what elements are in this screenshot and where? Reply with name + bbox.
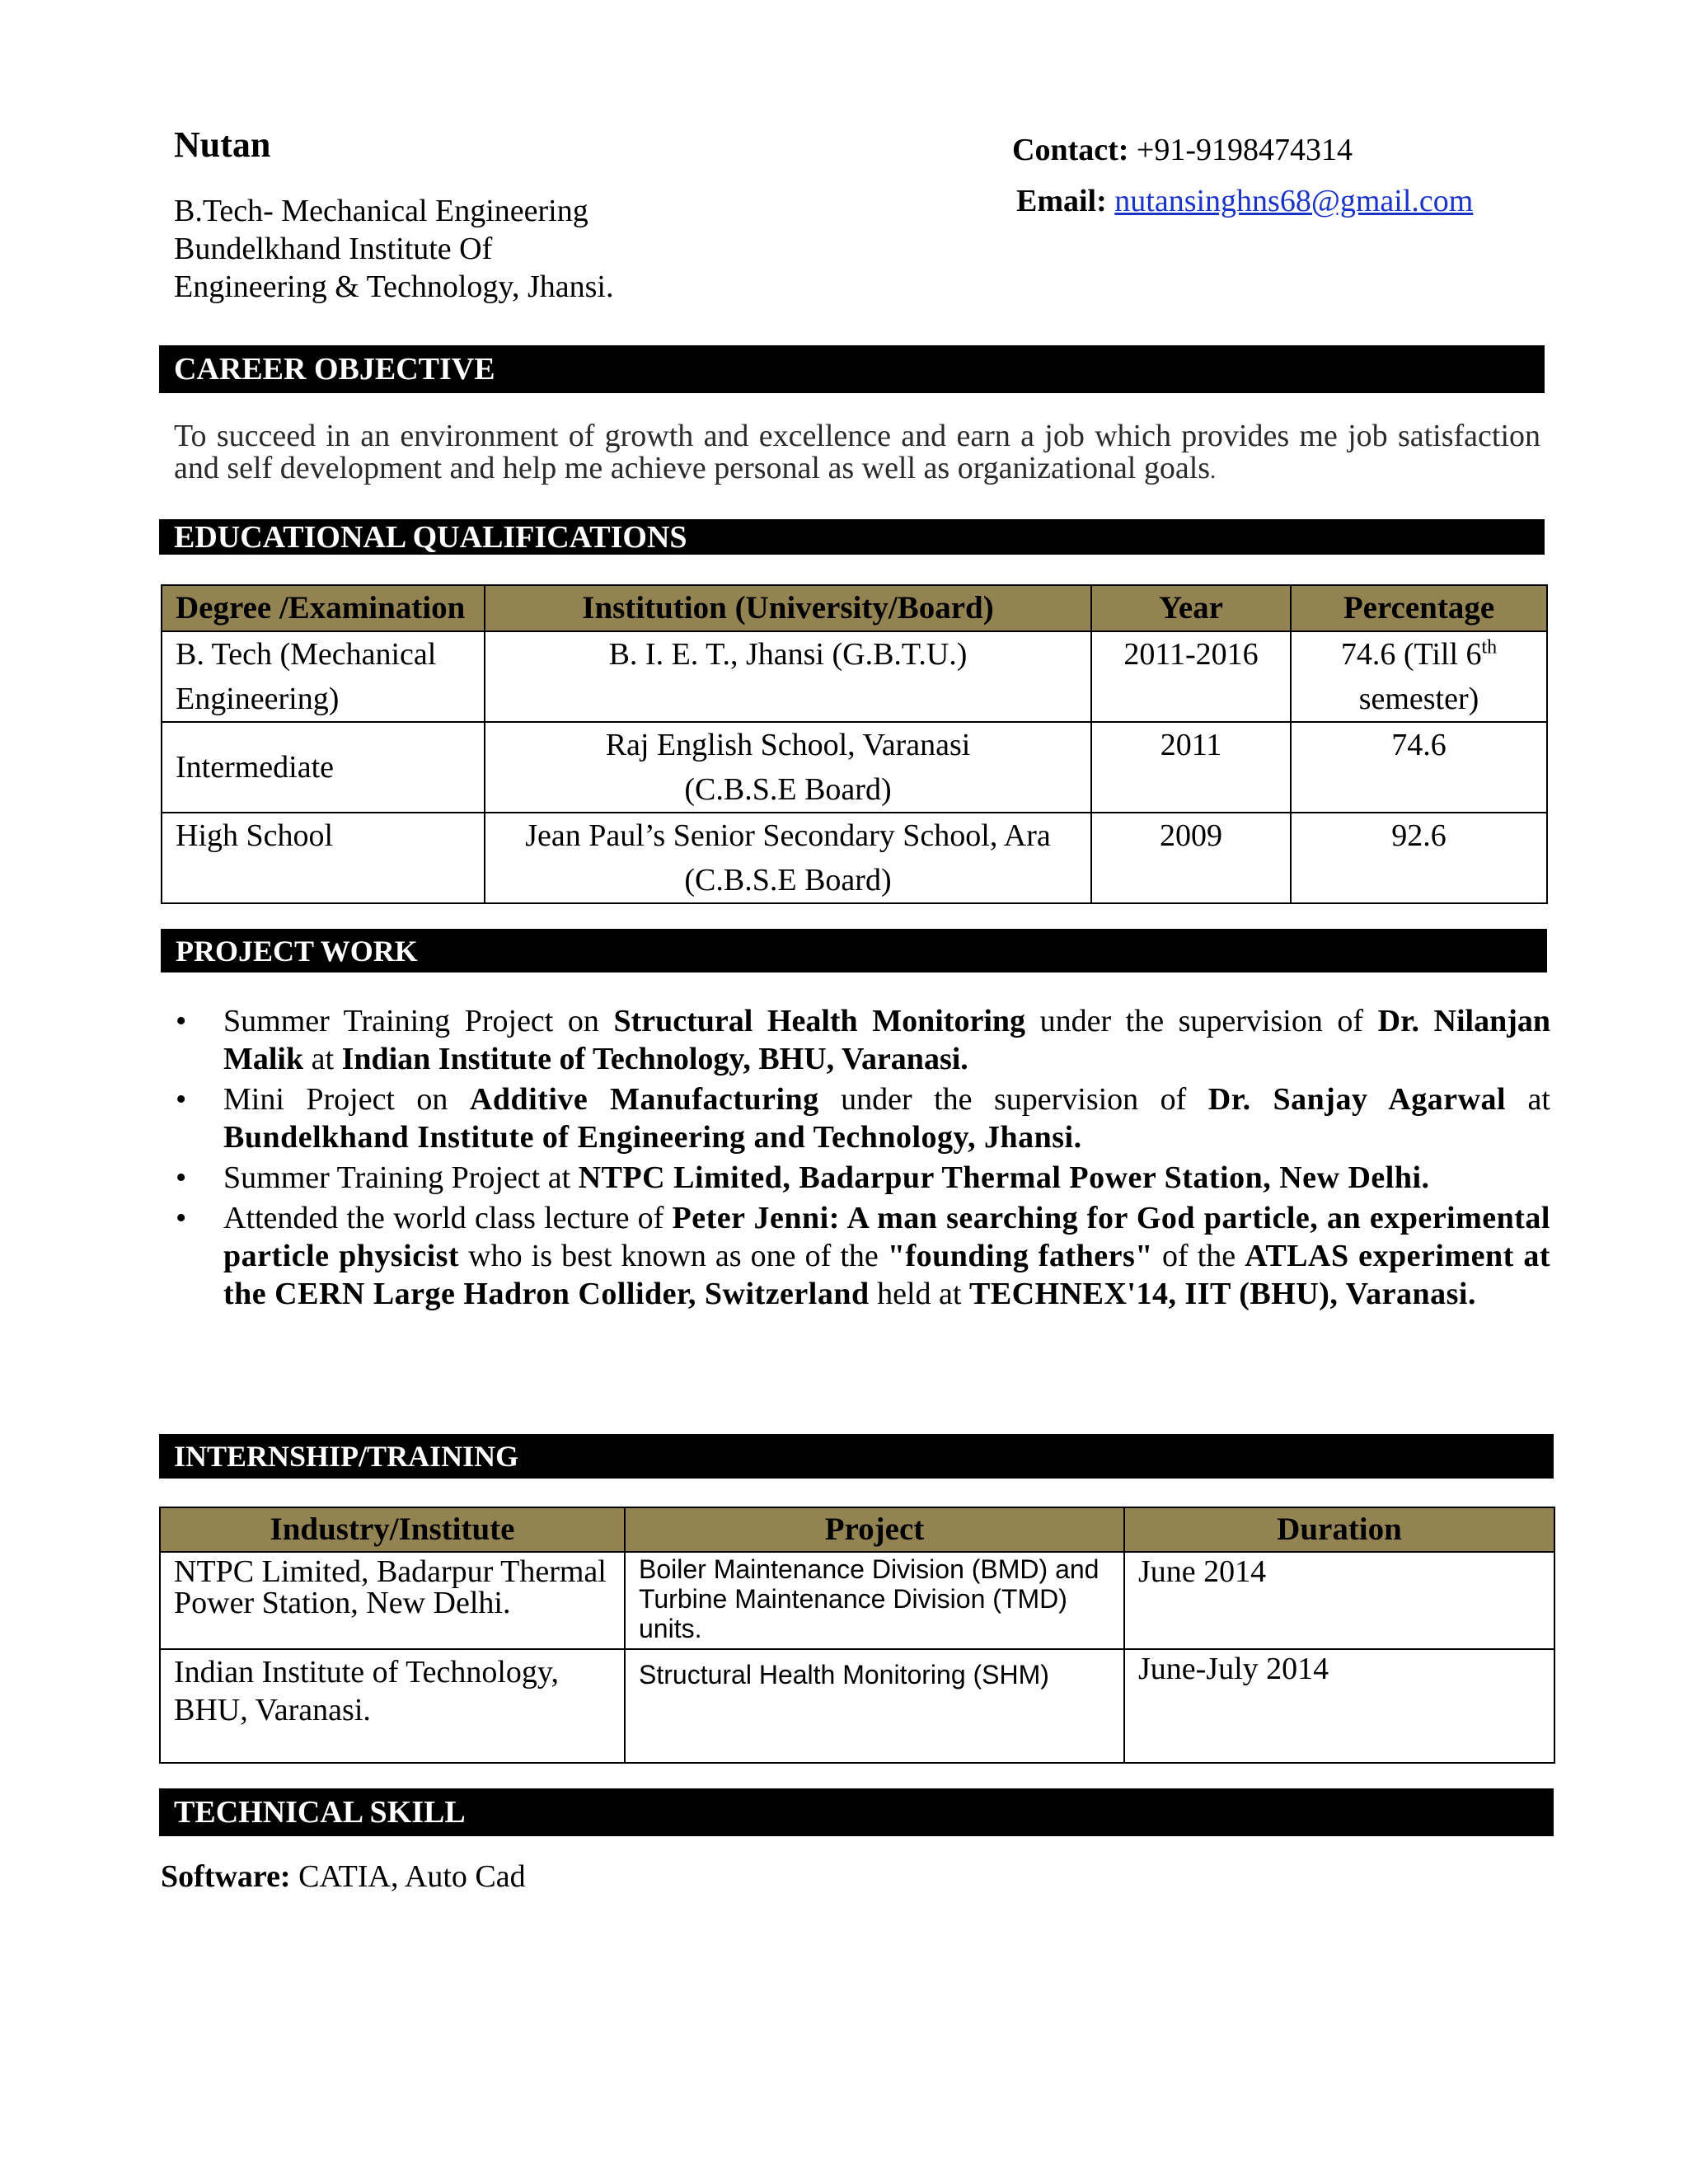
project-emphasis: Structural Health Monitoring — [613, 1004, 1026, 1038]
table-row — [160, 1552, 1554, 1649]
contact-label: Contact: — [1012, 133, 1129, 167]
project-list — [174, 1002, 1550, 1315]
contact-value: +91-9198474314 — [1136, 133, 1353, 167]
bullet-icon: • — [176, 1004, 187, 1038]
percentage-cell: 74.6 — [1291, 722, 1547, 813]
degree-line: Bundelkhand Institute Of — [174, 232, 493, 266]
column-header: Percentage — [1291, 585, 1547, 631]
year-cell: 2009 — [1091, 813, 1291, 903]
table-row — [160, 1649, 1554, 1763]
project-emphasis: Dr. Sanjay Agarwal — [1207, 1082, 1507, 1117]
degree-line: B.Tech- Mechanical Engineering — [174, 194, 588, 228]
project-text: who is best known as one of the — [459, 1239, 888, 1273]
institution-cell: Jean Paul’s Senior Secondary School, Ara (C.B.S.E Board) — [485, 813, 1091, 903]
project-item — [174, 1080, 1550, 1156]
section-header-internship: INTERNSHIP/TRAINING — [159, 1434, 1554, 1479]
column-header: Year — [1091, 585, 1291, 631]
project-emphasis: TECHNEX'14, IIT (BHU), Varanasi. — [968, 1277, 1476, 1311]
degree-block — [174, 192, 613, 306]
project-text: at — [303, 1042, 342, 1076]
degree-cell: Intermediate — [162, 722, 485, 813]
degree-cell: High School — [162, 813, 485, 903]
column-header: Industry/Institute — [160, 1507, 625, 1552]
project-text: under the supervision of — [818, 1082, 1208, 1117]
bullet-icon: • — [176, 1201, 187, 1235]
bullet-icon: • — [176, 1082, 187, 1117]
table-header-row — [162, 585, 1547, 631]
section-header-career-objective: CAREER OBJECTIVE — [159, 345, 1545, 393]
email-label: Email: — [1016, 184, 1107, 218]
project-text: under the supervision of — [1025, 1004, 1378, 1038]
table-row — [162, 722, 1547, 813]
career-objective-text: To succeed in an environment of growth and excellence and earn a job which provides me job satisfaction and self development and help me achieve personal as well as organizational goals. — [174, 419, 1540, 485]
project-emphasis: Peter Jenni: A man searching for God particle, an experimental particle physicist — [223, 1201, 1550, 1273]
candidate-name: Nutan — [174, 124, 271, 165]
project-emphasis: Indian Institute of Technology, BHU, Varanasi. — [341, 1042, 968, 1076]
section-header-education: EDUCATIONAL QUALIFICATIONS — [159, 519, 1545, 555]
degree-line: Engineering & Technology, Jhansi. — [174, 269, 614, 304]
project-text: held at — [869, 1277, 969, 1311]
project-text: Summer Training Project at — [223, 1160, 579, 1195]
table-header-row — [160, 1507, 1554, 1552]
table-row — [162, 813, 1547, 903]
column-header: Institution (University/Board) — [485, 585, 1091, 631]
education-table — [161, 584, 1548, 904]
project-cell: Structural Health Monitoring (SHM) — [625, 1649, 1124, 1763]
degree-cell: B. Tech (Mechanical Engineering) — [162, 631, 485, 722]
duration-cell: June 2014 — [1124, 1552, 1554, 1649]
project-item — [174, 1199, 1550, 1313]
email-link[interactable]: nutansinghns68@gmail.com — [1114, 184, 1474, 218]
project-emphasis: ATLAS experiment at the CERN Large Hadron Collider, Switzerland — [223, 1239, 1551, 1311]
institute-cell: Indian Institute of Technology, BHU, Varanasi. — [160, 1649, 625, 1763]
column-header: Degree /Examination — [162, 585, 485, 631]
project-emphasis: "founding fathers" — [887, 1239, 1153, 1273]
software-value: CATIA, Auto Cad — [298, 1859, 526, 1894]
project-text: Attended the world class lecture of — [223, 1201, 673, 1235]
column-header: Project — [625, 1507, 1124, 1552]
percentage-cell: 74.6 (Till 6th semester) — [1291, 631, 1547, 722]
project-text: of the — [1152, 1239, 1245, 1273]
institution-cell: Raj English School, Varanasi (C.B.S.E Board) — [485, 722, 1091, 813]
percentage-cell: 92.6 — [1291, 813, 1547, 903]
project-emphasis: NTPC Limited, Badarpur Thermal Power Station, New Delhi. — [578, 1160, 1430, 1195]
project-item — [174, 1002, 1550, 1078]
institute-cell: NTPC Limited, Badarpur Thermal Power Station, New Delhi. — [160, 1552, 625, 1649]
internship-table — [159, 1507, 1555, 1764]
project-cell: Boiler Maintenance Division (BMD) and Turbine Maintenance Division (TMD) units. — [625, 1552, 1124, 1649]
software-skills — [161, 1858, 526, 1895]
table-row — [162, 631, 1547, 722]
contact-line — [1012, 132, 1353, 168]
project-emphasis: Dr. Nilanjan Malik — [223, 1004, 1551, 1076]
duration-cell: June-July 2014 — [1124, 1649, 1554, 1763]
column-header: Duration — [1124, 1507, 1554, 1552]
section-header-project-work: PROJECT WORK — [161, 929, 1547, 972]
year-cell: 2011-2016 — [1091, 631, 1291, 722]
bullet-icon: • — [176, 1160, 187, 1195]
project-emphasis: Additive Manufacturing — [469, 1082, 819, 1117]
email-line — [1016, 183, 1473, 219]
year-cell: 2011 — [1091, 722, 1291, 813]
section-header-technical-skill: TECHNICAL SKILL — [159, 1788, 1554, 1836]
project-text: at — [1506, 1082, 1550, 1117]
project-text: Mini Project on — [223, 1082, 470, 1117]
project-text: Summer Training Project on — [223, 1004, 614, 1038]
institution-cell: B. I. E. T., Jhansi (G.B.T.U.) — [485, 631, 1091, 722]
project-emphasis: Bundelkhand Institute of Engineering and Technology, Jhansi. — [223, 1120, 1082, 1155]
software-label: Software: — [161, 1859, 291, 1894]
project-item — [174, 1159, 1550, 1197]
